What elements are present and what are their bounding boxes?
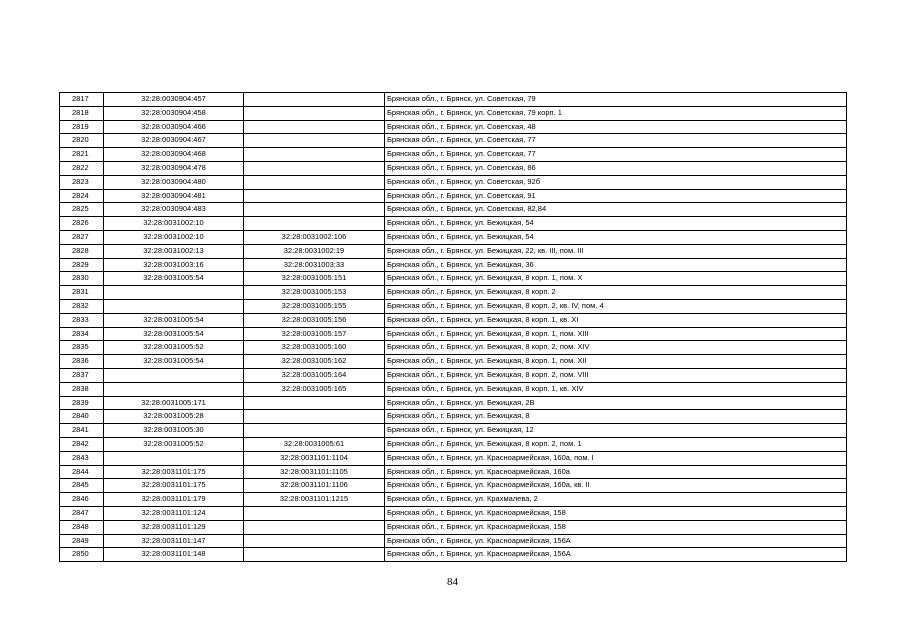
row-number-cell: 2830 xyxy=(60,272,104,286)
parcel-number-cell: 32:28:0030904:480 xyxy=(104,175,244,189)
parcel-number-cell xyxy=(104,382,244,396)
address-cell: Брянская обл., г. Брянск, ул. Бежицкая, 2В xyxy=(385,396,847,410)
table-row xyxy=(60,396,847,410)
address-cell: Брянская обл., г. Брянск, ул. Бежицкая, 22, кв. III, пом. III xyxy=(385,244,847,258)
address-cell: Брянская обл., г. Брянск, ул. Бежицкая, 8 корп. 2, пом. XIV xyxy=(385,341,847,355)
row-number-cell: 2847 xyxy=(60,506,104,520)
parcel-number-cell: 32:28:0031005:171 xyxy=(104,396,244,410)
address-cell: Брянская обл., г. Брянск, ул. Красноармейская, 156А xyxy=(385,534,847,548)
row-number-cell: 2821 xyxy=(60,148,104,162)
table-row xyxy=(60,120,847,134)
parcel-number-cell: 32:28:0031101:148 xyxy=(104,548,244,562)
object-number-cell xyxy=(244,548,385,562)
table-row xyxy=(60,424,847,438)
parcel-number-cell: 32:28:0031002:10 xyxy=(104,230,244,244)
row-number-cell: 2822 xyxy=(60,161,104,175)
address-cell: Брянская обл., г. Брянск, ул. Советская, 79 xyxy=(385,93,847,107)
table-row xyxy=(60,161,847,175)
object-number-cell xyxy=(244,189,385,203)
object-number-cell xyxy=(244,217,385,231)
address-cell: Брянская обл., г. Брянск, ул. Советская, 79 корп. 1 xyxy=(385,106,847,120)
address-cell: Брянская обл., г. Брянск, ул. Бежицкая, 8 корп. 2 xyxy=(385,286,847,300)
object-number-cell xyxy=(244,120,385,134)
object-number-cell: 32:28:0031005:151 xyxy=(244,272,385,286)
object-number-cell: 32:28:0031005:160 xyxy=(244,341,385,355)
address-cell: Брянская обл., г. Брянск, ул. Бежицкая, 8 корп. 2, пом. VIII xyxy=(385,368,847,382)
row-number-cell: 2836 xyxy=(60,355,104,369)
object-number-cell: 32:28:0031005:156 xyxy=(244,313,385,327)
row-number-cell: 2824 xyxy=(60,189,104,203)
table-row xyxy=(60,548,847,562)
parcel-number-cell: 32:28:0030904:483 xyxy=(104,203,244,217)
object-number-cell xyxy=(244,203,385,217)
row-number-cell: 2848 xyxy=(60,520,104,534)
row-number-cell: 2850 xyxy=(60,548,104,562)
address-cell: Брянская обл., г. Брянск, ул. Советская, 86 xyxy=(385,161,847,175)
table-row xyxy=(60,479,847,493)
address-cell: Брянская обл., г. Брянск, ул. Красноармейская, 158 xyxy=(385,506,847,520)
parcel-number-cell: 32:28:0031005:54 xyxy=(104,355,244,369)
object-number-cell xyxy=(244,506,385,520)
table-row xyxy=(60,506,847,520)
parcel-number-cell: 32:28:0031005:52 xyxy=(104,341,244,355)
object-number-cell xyxy=(244,93,385,107)
row-number-cell: 2829 xyxy=(60,258,104,272)
table-row xyxy=(60,355,847,369)
row-number-cell: 2841 xyxy=(60,424,104,438)
address-cell: Брянская обл., г. Брянск, ул. Бежицкая, 8 корп. 2, пом. 1 xyxy=(385,437,847,451)
row-number-cell: 2835 xyxy=(60,341,104,355)
address-cell: Брянская обл., г. Брянск, ул. Красноармейская, 160а, кв. II xyxy=(385,479,847,493)
object-number-cell: 32:28:0031005:61 xyxy=(244,437,385,451)
row-number-cell: 2819 xyxy=(60,120,104,134)
table-row xyxy=(60,244,847,258)
table-row xyxy=(60,272,847,286)
row-number-cell: 2834 xyxy=(60,327,104,341)
address-cell: Брянская обл., г. Брянск, ул. Бежицкая, 36 xyxy=(385,258,847,272)
object-number-cell xyxy=(244,410,385,424)
parcel-number-cell xyxy=(104,299,244,313)
object-number-cell xyxy=(244,520,385,534)
object-number-cell: 32:28:0031002:19 xyxy=(244,244,385,258)
table-row xyxy=(60,203,847,217)
parcel-number-cell: 32:28:0031005:54 xyxy=(104,313,244,327)
parcel-number-cell: 32:28:0031002:10 xyxy=(104,217,244,231)
parcel-number-cell: 32:28:0030904:467 xyxy=(104,134,244,148)
table-row xyxy=(60,368,847,382)
address-cell: Брянская обл., г. Брянск, ул. Бежицкая, 8 корп. 1, пом. XIII xyxy=(385,327,847,341)
parcel-number-cell: 32:28:0031101:147 xyxy=(104,534,244,548)
table-row xyxy=(60,148,847,162)
address-cell: Брянская обл., г. Брянск, ул. Советская, 77 xyxy=(385,148,847,162)
table-row xyxy=(60,382,847,396)
address-cell: Брянская обл., г. Брянск, ул. Бежицкая, 8 корп. 1, пом. XII xyxy=(385,355,847,369)
row-number-cell: 2844 xyxy=(60,465,104,479)
table-row xyxy=(60,341,847,355)
object-number-cell: 32:28:0031101:1215 xyxy=(244,493,385,507)
address-cell: Брянская обл., г. Брянск, ул. Бежицкая, 8 xyxy=(385,410,847,424)
table-row xyxy=(60,410,847,424)
parcel-number-cell: 32:28:0031101:175 xyxy=(104,465,244,479)
row-number-cell: 2832 xyxy=(60,299,104,313)
object-number-cell: 32:28:0031005:157 xyxy=(244,327,385,341)
table-row xyxy=(60,230,847,244)
parcel-number-cell xyxy=(104,451,244,465)
address-cell: Брянская обл., г. Брянск, ул. Бежицкая, 54 xyxy=(385,230,847,244)
table-row xyxy=(60,286,847,300)
object-number-cell xyxy=(244,161,385,175)
page-number: 84 xyxy=(447,576,458,588)
object-number-cell xyxy=(244,175,385,189)
row-number-cell: 2833 xyxy=(60,313,104,327)
address-cell: Брянская обл., г. Брянск, ул. Советская, 77 xyxy=(385,134,847,148)
address-cell: Брянская обл., г. Брянск, ул. Бежицкая, 8 корп. 1, кв. XI xyxy=(385,313,847,327)
parcel-number-cell: 32:28:0030904:481 xyxy=(104,189,244,203)
row-number-cell: 2849 xyxy=(60,534,104,548)
object-number-cell xyxy=(244,534,385,548)
row-number-cell: 2840 xyxy=(60,410,104,424)
row-number-cell: 2831 xyxy=(60,286,104,300)
row-number-cell: 2817 xyxy=(60,93,104,107)
address-cell: Брянская обл., г. Брянск, ул. Бежицкая, 8 корп. 1, пом. X xyxy=(385,272,847,286)
row-number-cell: 2823 xyxy=(60,175,104,189)
address-cell: Брянская обл., г. Брянск, ул. Советская, 48 xyxy=(385,120,847,134)
parcel-number-cell: 32:28:0030904:478 xyxy=(104,161,244,175)
table-row xyxy=(60,534,847,548)
table-row xyxy=(60,299,847,313)
table-row xyxy=(60,451,847,465)
object-number-cell xyxy=(244,106,385,120)
object-number-cell: 32:28:0031005:155 xyxy=(244,299,385,313)
object-number-cell xyxy=(244,424,385,438)
row-number-cell: 2838 xyxy=(60,382,104,396)
row-number-cell: 2839 xyxy=(60,396,104,410)
parcel-number-cell xyxy=(104,368,244,382)
parcel-number-cell: 32:28:0031101:129 xyxy=(104,520,244,534)
table-row xyxy=(60,493,847,507)
address-cell: Брянская обл., г. Брянск, ул. Бежицкая, 8 корп. 1, кв. XIV xyxy=(385,382,847,396)
row-number-cell: 2826 xyxy=(60,217,104,231)
object-number-cell: 32:28:0031101:1105 xyxy=(244,465,385,479)
object-number-cell: 32:28:0031003:33 xyxy=(244,258,385,272)
object-number-cell: 32:28:0031101:1106 xyxy=(244,479,385,493)
row-number-cell: 2820 xyxy=(60,134,104,148)
address-cell: Брянская обл., г. Брянск, ул. Красноармейская, 158 xyxy=(385,520,847,534)
table-row xyxy=(60,313,847,327)
table-row xyxy=(60,106,847,120)
parcel-number-cell: 32:28:0031002:13 xyxy=(104,244,244,258)
parcel-number-cell: 32:28:0031003:16 xyxy=(104,258,244,272)
table-row xyxy=(60,175,847,189)
row-number-cell: 2842 xyxy=(60,437,104,451)
table-row xyxy=(60,217,847,231)
address-cell: Брянская обл., г. Брянск, ул. Красноармейская, 156А xyxy=(385,548,847,562)
address-cell: Брянская обл., г. Брянск, ул. Советская, 82,84 xyxy=(385,203,847,217)
object-number-cell xyxy=(244,134,385,148)
row-number-cell: 2828 xyxy=(60,244,104,258)
table-row xyxy=(60,258,847,272)
address-cell: Брянская обл., г. Брянск, ул. Советская, 92б xyxy=(385,175,847,189)
object-number-cell: 32:28:0031101:1104 xyxy=(244,451,385,465)
row-number-cell: 2818 xyxy=(60,106,104,120)
cadastral-table xyxy=(59,92,847,562)
parcel-number-cell: 32:28:0030904:466 xyxy=(104,120,244,134)
parcel-number-cell: 32:28:0031005:30 xyxy=(104,424,244,438)
object-number-cell xyxy=(244,396,385,410)
object-number-cell: 32:28:0031005:165 xyxy=(244,382,385,396)
table-row xyxy=(60,189,847,203)
object-number-cell: 32:28:0031005:162 xyxy=(244,355,385,369)
table-body xyxy=(60,93,847,562)
parcel-number-cell: 32:28:0031101:175 xyxy=(104,479,244,493)
row-number-cell: 2837 xyxy=(60,368,104,382)
parcel-number-cell: 32:28:0031101:124 xyxy=(104,506,244,520)
parcel-number-cell: 32:28:0031005:54 xyxy=(104,327,244,341)
parcel-number-cell xyxy=(104,286,244,300)
parcel-number-cell: 32:28:0030904:458 xyxy=(104,106,244,120)
row-number-cell: 2825 xyxy=(60,203,104,217)
address-cell: Брянская обл., г. Брянск, ул. Советская, 91 xyxy=(385,189,847,203)
table-row xyxy=(60,465,847,479)
address-cell: Брянская обл., г. Брянск, ул. Крахмалева, 2 xyxy=(385,493,847,507)
address-cell: Брянская обл., г. Брянск, ул. Красноармейская, 160а, пом. I xyxy=(385,451,847,465)
object-number-cell xyxy=(244,148,385,162)
row-number-cell: 2843 xyxy=(60,451,104,465)
table-row xyxy=(60,327,847,341)
row-number-cell: 2845 xyxy=(60,479,104,493)
address-cell: Брянская обл., г. Брянск, ул. Бежицкая, 12 xyxy=(385,424,847,438)
address-cell: Брянская обл., г. Брянск, ул. Бежицкая, 54 xyxy=(385,217,847,231)
table-row xyxy=(60,93,847,107)
parcel-number-cell: 32:28:0031005:28 xyxy=(104,410,244,424)
table-row xyxy=(60,520,847,534)
address-cell: Брянская обл., г. Брянск, ул. Бежицкая, 8 корп. 2, кв. IV, пом. 4 xyxy=(385,299,847,313)
object-number-cell: 32:28:0031005:164 xyxy=(244,368,385,382)
row-number-cell: 2827 xyxy=(60,230,104,244)
object-number-cell: 32:28:0031005:153 xyxy=(244,286,385,300)
parcel-number-cell: 32:28:0030904:468 xyxy=(104,148,244,162)
parcel-number-cell: 32:28:0031101:179 xyxy=(104,493,244,507)
parcel-number-cell: 32:28:0031005:54 xyxy=(104,272,244,286)
table-row xyxy=(60,437,847,451)
address-cell: Брянская обл., г. Брянск, ул. Красноармейская, 160а xyxy=(385,465,847,479)
parcel-number-cell: 32:28:0030904:457 xyxy=(104,93,244,107)
object-number-cell: 32:28:0031002:106 xyxy=(244,230,385,244)
parcel-number-cell: 32:28:0031005:52 xyxy=(104,437,244,451)
table-row xyxy=(60,134,847,148)
row-number-cell: 2846 xyxy=(60,493,104,507)
